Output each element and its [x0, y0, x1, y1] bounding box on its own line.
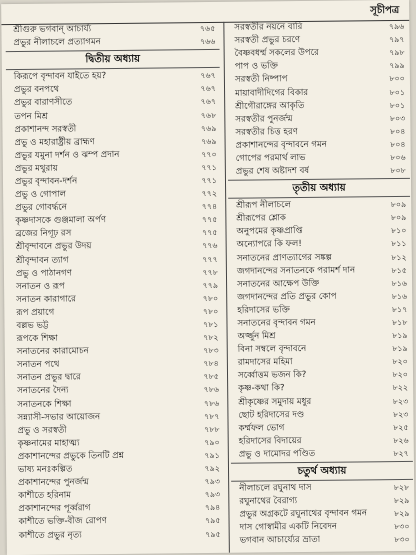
toc-entry-title: কৃষ্ণদাসকে গুঞ্জমালা অর্পণ: [15, 215, 107, 227]
toc-entry-page: ৮২৩: [392, 409, 409, 419]
toc-entry-title: প্রকাশানন্দের পুনর্জন্ম: [18, 477, 89, 489]
toc-entry-page: ৮০৪: [390, 126, 406, 136]
toc-entry-page: ৭৭৪: [201, 202, 218, 212]
toc-entry-page: ৭৮৫: [203, 372, 220, 382]
toc-entry-page: ৭৬৫: [199, 23, 216, 34]
toc-entry-title: গোপের পরমার্থ লাভ: [235, 152, 306, 164]
toc-entry-title: ব্রজের নিগূঢ় রস: [15, 228, 72, 240]
toc-entry-page: ৭৭১: [201, 162, 217, 172]
toc-entry-title: শ্রীরূপের শ্লোক: [236, 213, 286, 224]
toc-entry-title: অনুপমের কৃষ্ণপ্রাপ্তি: [236, 226, 303, 238]
toc-entry-page: ৭৮৮: [204, 424, 220, 434]
toc-entry-title: ভগবান আচার্য্যের ভ্রাতা: [239, 535, 321, 547]
toc-entry-page: ৭৮০: [202, 306, 219, 316]
toc-entry-title: প্রকাশানন্দের বৃন্দাবনে গমন: [235, 139, 327, 151]
toc-entry-title: প্রভুর নীলাচলে প্রত্যাগমন: [13, 37, 101, 49]
toc-entry-page: ৮২০: [392, 370, 409, 380]
toc-entry-title: প্রভুর অগ্রকটে রঘুনাথের বৃন্দাবন গমন: [239, 508, 368, 520]
toc-entry-title: সরস্বতী প্রভুর চরণে: [234, 35, 301, 46]
toc-entry-page: ৭৭৯: [202, 280, 219, 290]
chapter-heading-2: দ্বিতীয় অধ্যায়: [6, 49, 220, 70]
toc-entry-page: ৭৯৭: [389, 35, 405, 45]
toc-entry-page: ৭৯৪: [204, 503, 221, 513]
toc-entry-title: সনাতনকে শিক্ষা: [17, 399, 72, 410]
toc-entry: [232, 533, 414, 548]
toc-entry-title: প্রভু ও গোপাল: [15, 189, 67, 201]
toc-entry-title: বিনা সম্বলে বৃন্দাবনে: [237, 344, 307, 355]
toc-entry: [11, 527, 225, 542]
toc-entry-page: ৭৮২: [203, 333, 219, 343]
toc-entry-page: ৮১১: [391, 239, 407, 249]
toc-entry-title: শ্রীরূপ নীলাচলে: [236, 200, 292, 211]
toc-entry-page: ৭৬৭: [200, 97, 217, 107]
toc-entry-page: ৮০৪: [390, 139, 406, 149]
toc-entry-page: ৮১৬: [391, 278, 408, 288]
toc-entry-page: ৭৯৯: [389, 61, 405, 71]
toc-entry-title: মায়াবাদীদিগের বিকার: [235, 87, 309, 99]
toc-entry-title: সনাতনের বৃন্দাবন গমন: [237, 317, 316, 329]
toc-entry-title: কৃষ্ণনামের মাহাত্ম্য: [17, 438, 80, 449]
chapter-heading-4: চতুর্থ অধ্যায়: [231, 461, 413, 482]
toc-entry-title: রামদাসের মহিমা: [237, 357, 293, 368]
toc-entry-title: সরস্বতী নিষ্পাপ: [234, 74, 288, 86]
toc-entry-title: প্রভুর মথুরায়: [14, 163, 58, 174]
toc-entry-title: ছোট হরিদাসের দণ্ড: [238, 409, 305, 421]
toc-entry-title: সরস্বতীর চিত্ত হরণ: [235, 126, 298, 138]
toc-entry-title: শ্রীগুরু ভগবান্‌ আচার্য্য: [13, 24, 92, 36]
toc-entry-title: প্রভু ও সরস্বতী: [17, 425, 67, 436]
toc-entry-title: অর্জ্জুন মিশ্র: [237, 331, 276, 342]
toc-entry-page: ৮০৮: [390, 166, 406, 176]
toc-entry-title: প্রভুর বৃন্দাবন-দর্শন: [14, 176, 78, 188]
toc-entry-title: তপন মিশ্র: [14, 111, 48, 122]
toc-entry-page: ৭৮৬: [203, 398, 220, 408]
toc-entry-title: রঘুনাথের বৈরাগ্য: [239, 496, 298, 507]
toc-entry-title: প্রকাশানন্দের পূর্ব্বরাগ: [18, 503, 91, 515]
toc-entry-page: ৮৩০: [394, 535, 410, 545]
toc-entry-title: হরিদাসের বিদায়ের: [238, 435, 302, 447]
toc-entry-page: ৮১৬: [391, 291, 408, 301]
toc-entry-page: ৮০১: [389, 100, 406, 110]
toc-entry-page: ৮০৬: [390, 152, 406, 163]
toc-entry-page: ৮২৯: [393, 496, 410, 506]
toc-entry-title: কাশীতে ভক্তি-বীজ রোপণ: [18, 516, 107, 528]
toc-entry-title: সরস্বতীর নয়নে বারি: [234, 22, 303, 33]
toc-entry-title: কৃষ্ণ-কথা কি?: [238, 383, 285, 395]
toc-entry-page: ৭৯৫: [205, 516, 221, 526]
toc-entry-page: ৭৭১: [201, 175, 218, 186]
toc-entry-page: ৮২৮: [393, 482, 410, 493]
toc-entry-page: ৭৭৭: [202, 254, 218, 264]
toc-entry-title: অন্যোপরে কি ফল!: [236, 239, 302, 251]
toc-entry-title: প্রভুর বনপথে: [13, 84, 60, 96]
toc-entry-page: ৭৯১: [204, 450, 220, 460]
toc-entry-page: ৭৮৭: [203, 411, 220, 421]
toc-entry-page: ৮০০: [389, 74, 405, 84]
toc-entry-title: সনাতনের দৈন্য: [17, 385, 69, 397]
toc-entry-title: শ্রীবৃন্দাবনে প্রভুর উদয়: [15, 241, 92, 253]
toc-entry-page: ৭৭৫: [202, 228, 218, 238]
toc-entry-title: সন্ন্যাসী-সভার আয়োজন: [17, 411, 101, 423]
toc-entry-page: ৮১৯: [392, 344, 408, 354]
toc-entry-page: ৭৮১: [203, 319, 219, 330]
toc-entry-title: সর্ব্বোত্তম ভজন কি?: [237, 370, 307, 382]
toc-entry-page: ৮০১: [389, 87, 406, 97]
toc-entry-title: হরিদাসের ভক্তি: [237, 305, 290, 316]
toc-entry-page: ৮১৮: [392, 317, 408, 328]
toc-entry-title: জগদানন্দের প্রতি প্রভুর কোপ: [237, 291, 337, 303]
toc-entry-title: সনাতন পথে: [16, 359, 60, 371]
toc-entry-page: ৮১৫: [391, 265, 407, 275]
toc-entry-page: ৭৬৬: [200, 37, 216, 47]
book-page: [1, 0, 415, 555]
toc-entry-title: পাপ ও ভক্তি: [234, 61, 279, 73]
toc-entry-page: ৭৮৩: [203, 346, 219, 356]
toc-entry-page: ৮১২: [391, 252, 407, 262]
toc-entry-page: ৭৮০: [202, 293, 219, 303]
toc-entry-title: প্রভুর বারাণসীতে: [14, 97, 73, 109]
toc-entry-page: ৮০৯: [390, 213, 407, 223]
toc-entry-page: ৮১৭: [391, 304, 408, 314]
toc-entry-title: শ্রীকৃষ্ণের সমুদায় মধুর: [238, 396, 312, 408]
toc-entry-page: ৮২৬: [393, 435, 409, 445]
toc-entry-page: ৮৩০: [394, 522, 410, 532]
toc-entry-page: ৭৬৯: [201, 136, 217, 146]
toc-entry-page: ৭৯৩: [204, 477, 221, 487]
toc-entry-page: ৭৬৮: [200, 110, 217, 120]
toc-entry-page: ৮২২: [392, 383, 409, 393]
toc-entry-title: বল্লভ ভট্ট: [16, 320, 49, 332]
toc-entry-page: ৭৭৫: [201, 215, 218, 225]
toc-entry-title: শ্রীগৌরাঙ্গের আকৃতি: [235, 100, 305, 112]
toc-entry-title: প্রভু ও পাঠানগণ: [15, 268, 72, 279]
toc-entry-page: ৭৮৪: [203, 359, 219, 369]
toc-entry-page: ৮১০: [391, 226, 407, 236]
toc-entry-title: কাশীতে হরিনাম: [18, 490, 72, 502]
toc-entry-title: সনাতনের কারামোচন: [16, 346, 89, 358]
toc-entry-page: ৭৬৭: [200, 71, 216, 81]
toc-entry-title: প্রকাশানন্দের প্রভুকে তিনটি প্রশ্ন: [17, 450, 125, 462]
toc-entry-title: সরস্বতীর পুনর্জন্ম: [235, 113, 293, 125]
toc-entry-page: ৮২৩: [392, 396, 409, 406]
toc-entry-title: প্রভুর যমুনা দর্শন ও ঝম্প প্রদান: [14, 149, 120, 161]
toc-entry-title: সনাতন ও রূপ: [16, 281, 65, 292]
toc-entry-title: সনাতন প্রভুর দ্বারে: [16, 372, 81, 384]
toc-entry-title: কিরূপে বৃন্দাবন যাইতে হয়?: [13, 71, 107, 83]
toc-entry-page: ৭৯২: [204, 463, 221, 474]
header-title: সূচীপত্র: [370, 4, 400, 17]
toc-entry: [5, 35, 219, 50]
toc-entry-page: ৭৬৭: [200, 84, 217, 94]
toc-entry-page: ৭৯৫: [205, 529, 221, 539]
toc-entry-title: কাশীতে প্রভুর নৃত্য: [18, 529, 82, 541]
toc-column-left: [5, 22, 225, 555]
toc-entry-page: ৭৯৮: [389, 48, 405, 58]
toc-entry-title: শ্রীবৃন্দাবন ত্যাগ: [15, 255, 69, 266]
toc-entry-title: বৈষ্ণবধর্ম্ম সকলের উপরে: [234, 48, 319, 59]
toc-entry-page: ৭৭২: [201, 188, 218, 199]
toc-entry-page: ৭৯৬: [388, 21, 405, 32]
toc-entry-title: জগদানন্দের সনাতনকে পরামর্শ দান: [236, 265, 356, 277]
toc-entry-title: কর্ম্মফল ভোগ: [238, 422, 285, 434]
toc-entry-title: দাস গোস্বামীর একটি নিবেদন: [239, 521, 338, 534]
toc-entry-page: ৭৮৬: [203, 385, 220, 395]
toc-entry-title: নীলাচলে রঘুনাথ দাস: [239, 482, 312, 494]
toc-entry-page: ৭৭৬: [202, 241, 218, 251]
toc-entry-title: প্রভু ও মহারাষ্ট্রীয় ব্রাহ্মণ: [14, 136, 95, 148]
toc-entry-title: প্রভুর গোবর্দ্ধনে: [15, 202, 67, 214]
toc-entry-title: প্রভুর শেষ অষ্টাদশ বর্ষ: [235, 166, 310, 177]
toc-entry-title: সনাতনের প্রাণত্যাগের সঙ্কল্প: [236, 252, 332, 264]
toc-entry-page: ৮২৫: [393, 422, 409, 432]
toc-entry-page: ৮২০: [392, 357, 408, 367]
toc-entry-title: প্রকাশানন্দ সরস্বতী: [14, 123, 77, 135]
toc-entry-page: ৭৯৩: [204, 490, 221, 500]
toc-entry-page: ৮১৯: [392, 331, 408, 341]
toc-entry-title: সনাতন কারাগারে: [16, 294, 76, 305]
toc-entry-page: ৮০৯: [390, 200, 407, 210]
toc-entry-page: ৮২৯: [394, 509, 410, 519]
toc-entry-title: প্রভু ও দামোদর পণ্ডিত: [238, 448, 316, 460]
toc-entry-title: ভাষ্য মনঃকল্পিত: [17, 464, 73, 476]
toc-entry-title: সনাতনের আক্ষেপ উক্তি: [237, 278, 320, 290]
toc-entry-page: ৭৭০: [201, 149, 217, 159]
toc-entry-page: ৮২৭: [393, 448, 409, 459]
toc-entry-title: রূপকে শিক্ষা: [16, 333, 58, 345]
toc-entry: [231, 447, 413, 462]
chapter-heading-3: তৃতীয় অধ্যায়: [228, 178, 410, 199]
toc-entry-page: ৭৬৯: [200, 123, 217, 133]
toc-entry-page: ৭৯০: [204, 437, 220, 447]
toc-entry-page: ৮০৩: [389, 113, 406, 123]
toc-entry-page: ৭৭৮: [202, 267, 218, 277]
toc-column-right: [223, 20, 414, 553]
toc-entry: [228, 164, 410, 179]
toc-entry-title: রূপ প্রয়াগে: [16, 307, 55, 318]
